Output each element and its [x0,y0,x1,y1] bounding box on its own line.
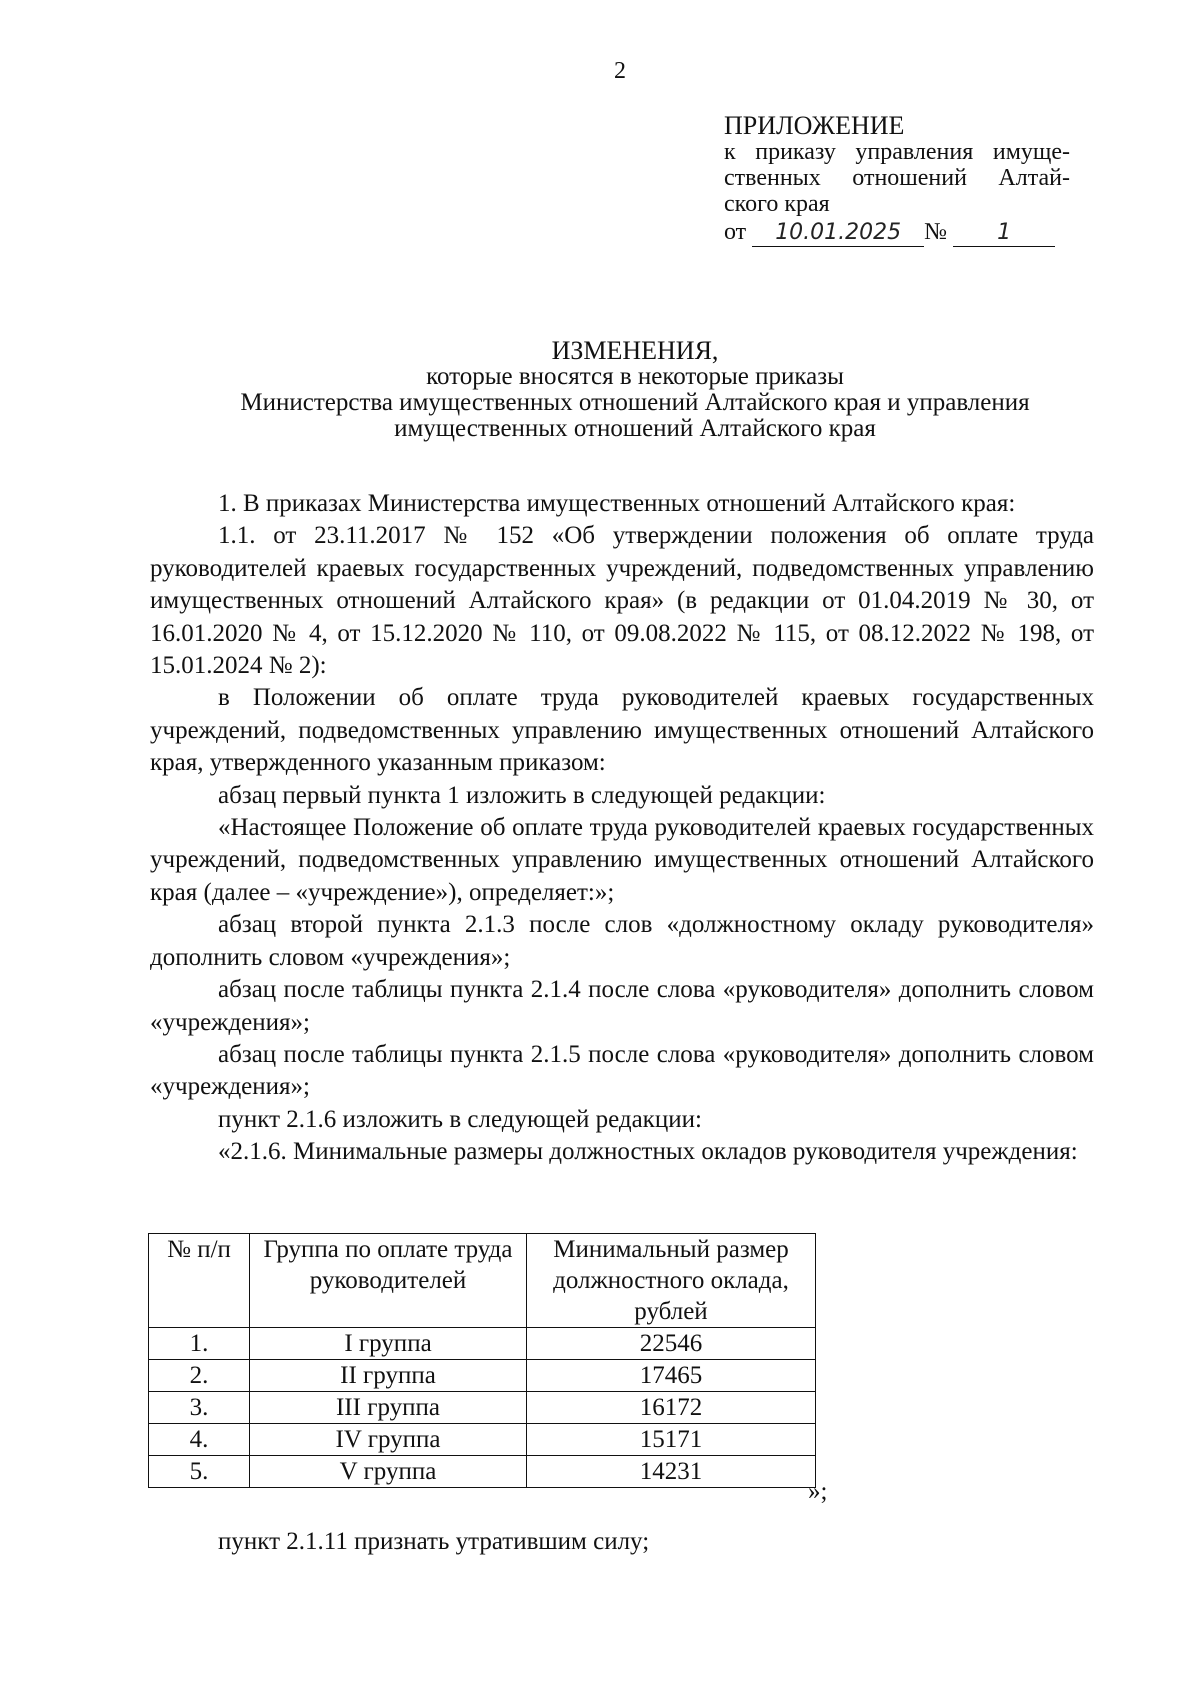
cell-group: II группа [250,1360,527,1392]
handwritten-number: 1 [953,220,1055,247]
handwritten-date: 10.01.2025 [752,220,924,247]
document-body [150,488,1094,1169]
last-paragraph: пункт 2.1.11 признать утратившим силу; [218,1528,650,1555]
cell-number: 5. [149,1456,250,1488]
cell-group: III группа [250,1392,527,1424]
document-title [130,338,1140,442]
table-row [149,1424,816,1456]
paragraph: в Положении об оплате труда руководителей краевых государственных учреждений, подведомственных управлению имущественных отношений Алтайского края, утвержденного указанным приказом: [150,684,1094,777]
paragraph: абзац второй пункта 2.1.3 после слов «должностному окладу руководителя» дополнить словом «учреждения»; [150,911,1094,971]
cell-salary: 17465 [527,1360,816,1392]
appendix-date-line [724,219,1070,247]
title-line-1: ИЗМЕНЕНИЯ, [551,336,719,365]
cell-salary: 22546 [527,1328,816,1360]
cell-group: I группа [250,1328,527,1360]
table-row [149,1392,816,1424]
table-row [149,1456,816,1488]
appendix-heading: ПРИЛОЖЕНИЕ [724,111,905,140]
paragraph: абзац первый пункта 1 изложить в следующей редакции: [218,781,826,809]
date-prefix: от [724,219,747,245]
cell-group: IV группа [250,1424,527,1456]
cell-group: V группа [250,1456,527,1488]
cell-number: 3. [149,1392,250,1424]
paragraph: абзац после таблицы пункта 2.1.5 после слова «руководителя» дополнить словом «учреждения»; [150,1040,1094,1101]
appendix-line-1: к приказу управления имуще- [724,139,1070,165]
paragraph: «Настоящее Положение об оплате труда руководителей краевых государственных учреждений, подведомственных управлению имущественных отношений Алтайского края (далее – «учреждение»), определяет:»; [150,814,1094,906]
title-line-3: Министерства имущественных отношений Алтайского края и управления [240,389,1030,416]
cell-salary: 14231 [527,1456,816,1488]
paragraph: пункт 2.1.6 изложить в следующей редакции: [218,1105,702,1133]
cell-number: 2. [149,1360,250,1392]
number-sign: № [924,219,948,245]
table-row [149,1328,816,1360]
paragraph: 1. В приказах Министерства имущественных отношений Алтайского края: [218,490,1016,517]
title-line-4: имущественных отношений Алтайского края [394,415,876,442]
title-line-2: которые вносятся в некоторые приказы [426,363,844,390]
cell-number: 1. [149,1328,250,1360]
appendix-block [724,113,1070,247]
header-group: Группа по оплате труда руководителей [250,1234,527,1328]
paragraph: «2.1.6. Минимальные размеры должностных окладов руководителя учреждения: [218,1138,1078,1166]
paragraph: 1.1. от 23.11.2017 № 152 «Об утверждении положения об оплате труда руководителей краевых государственных учреждений, подведомственных управлению имущественных отношений Алтайского края» (в редакции от 01.04.2019 № 30, от 16.01.2020 № 4, от 15.12.2020 № 110, от 09.08.2022 № 115, от 08.12.2022 № 198, от 15.01.2024 № 2): [150,522,1094,680]
header-salary: Минимальный размер должностного оклада, рублей [527,1234,816,1328]
paragraph: абзац после таблицы пункта 2.1.4 после слова «руководителя» дополнить словом «учреждения»; [150,976,1094,1036]
closing-quote: »; [808,1478,828,1505]
cell-number: 4. [149,1424,250,1456]
table-header-row [149,1234,816,1328]
table-row [149,1360,816,1392]
cell-salary: 16172 [527,1392,816,1424]
page-number: 2 [614,58,626,84]
appendix-line-3: ского края [724,191,830,217]
appendix-line-2: ственных отношений Алтай- [724,165,1070,191]
header-number: № п/п [149,1234,250,1328]
cell-salary: 15171 [527,1424,816,1456]
salary-table [148,1233,816,1488]
